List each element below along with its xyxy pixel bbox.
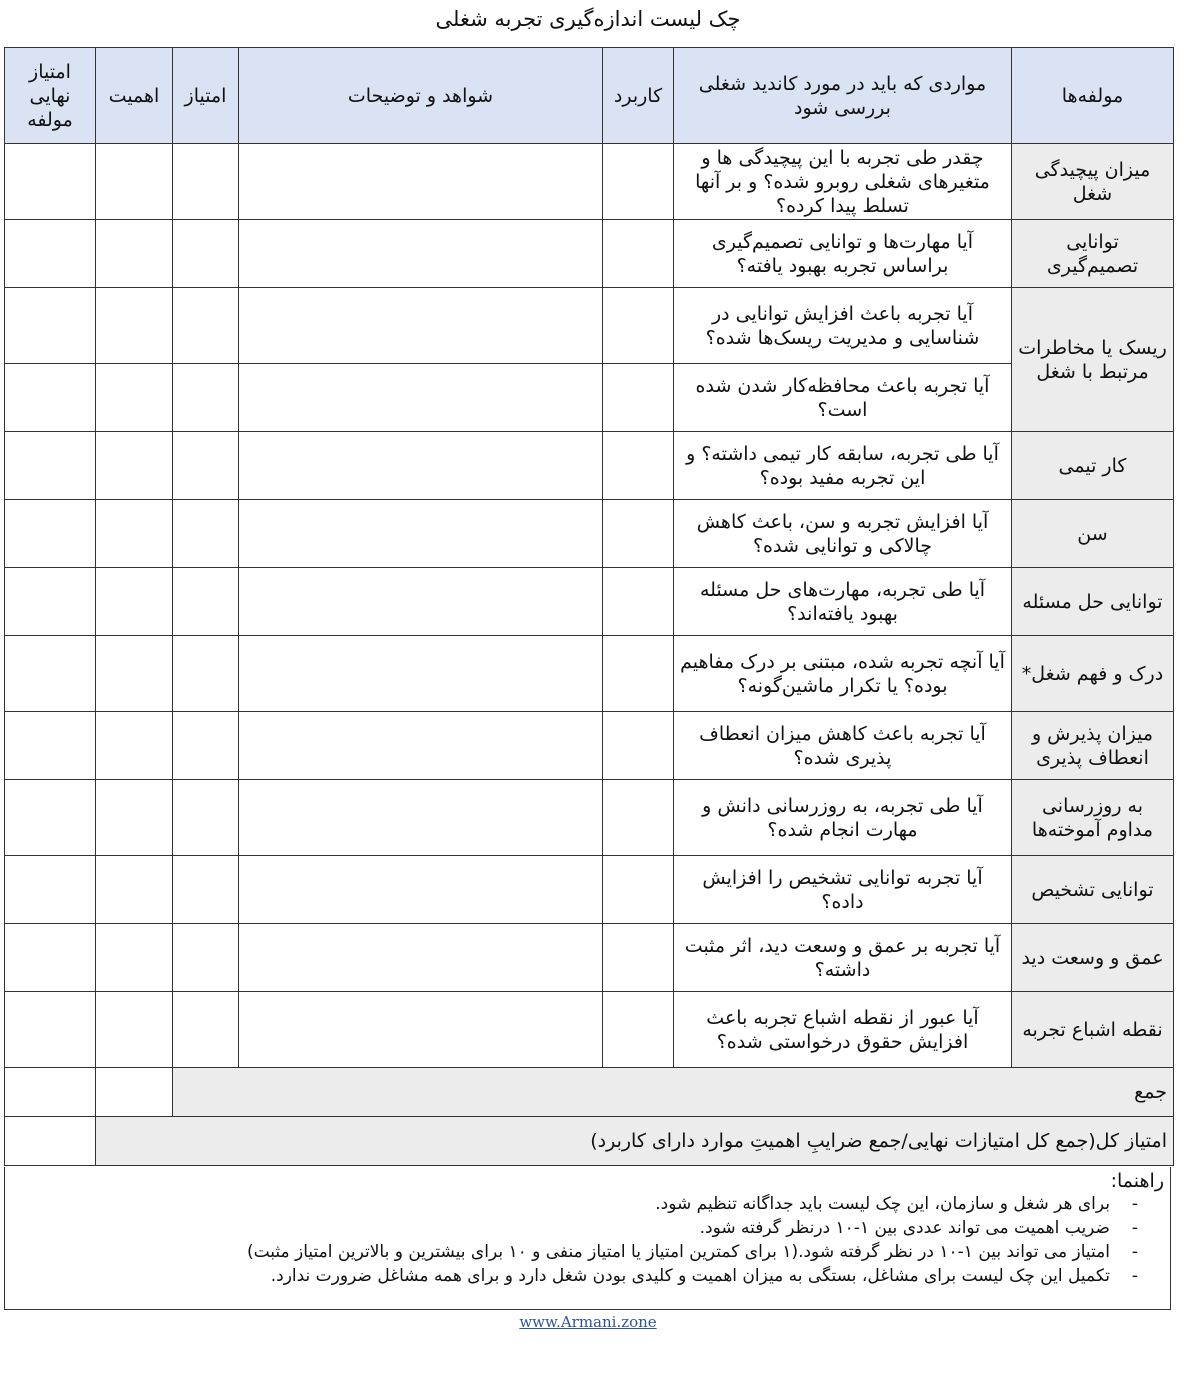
table-row	[5, 568, 1174, 636]
table-header-row	[5, 48, 1174, 144]
evidence-cell[interactable]	[239, 856, 603, 924]
final-score-cell[interactable]	[5, 780, 96, 856]
checklist-table	[4, 47, 1174, 1166]
component-cell: میزان پذیرش و انعطاف پذیری	[1012, 712, 1174, 780]
evidence-cell[interactable]	[239, 712, 603, 780]
final-score-cell[interactable]	[5, 500, 96, 568]
question-cell: چقدر طی تجربه با این پیچیدگی ها و متغیرهای شغلی روبرو شده؟ و بر آنها تسلط پیدا کرده؟	[674, 144, 1012, 220]
final-score-cell[interactable]	[5, 924, 96, 992]
total-score-cell[interactable]	[5, 1117, 96, 1166]
applicable-cell[interactable]	[603, 364, 674, 432]
applicable-cell[interactable]	[603, 288, 674, 364]
applicable-cell[interactable]	[603, 780, 674, 856]
evidence-cell[interactable]	[239, 500, 603, 568]
table-row	[5, 712, 1174, 780]
question-cell: آیا طی تجربه، سابقه کار تیمی داشته؟ و این تجربه مفید بوده؟	[674, 432, 1012, 500]
sum-final-score-cell[interactable]	[5, 1068, 96, 1117]
score-cell[interactable]	[173, 288, 239, 364]
applicable-cell[interactable]	[603, 220, 674, 288]
importance-cell[interactable]	[96, 856, 173, 924]
evidence-cell[interactable]	[239, 288, 603, 364]
importance-cell[interactable]	[96, 432, 173, 500]
question-cell: آیا افزایش تجربه و سن، باعث کاهش چالاکی و توانایی شده؟	[674, 500, 1012, 568]
importance-cell[interactable]	[96, 712, 173, 780]
table-row	[5, 364, 1174, 432]
evidence-cell[interactable]	[239, 220, 603, 288]
guide-item-text: تکمیل این چک لیست برای مشاغل، بستگی به میزان اهمیت و کلیدی بودن شغل دارد و برای همه مشاغل ضرورت ندارد.	[270, 1266, 1110, 1286]
final-score-cell[interactable]	[5, 856, 96, 924]
guide-item	[247, 1264, 1160, 1288]
guide-item-text: امتیاز می تواند بین ۱-۱۰ در نظر گرفته شود.(۱ برای کمترین امتیاز یا امتیاز منفی و ۱۰ برای بیشترین و بالاترین امتیاز مثبت)	[246, 1242, 1110, 1262]
table-row	[5, 220, 1174, 288]
score-cell[interactable]	[173, 144, 239, 220]
score-cell[interactable]	[173, 780, 239, 856]
guide-item	[247, 1192, 1160, 1216]
final-score-cell[interactable]	[5, 992, 96, 1068]
component-cell: کار تیمی	[1012, 432, 1174, 500]
applicable-cell[interactable]	[603, 924, 674, 992]
final-score-cell[interactable]	[5, 364, 96, 432]
score-cell[interactable]	[173, 712, 239, 780]
header-final-score: امتیاز نهایی مولفه	[5, 48, 96, 144]
final-score-cell[interactable]	[5, 712, 96, 780]
final-score-cell[interactable]	[5, 288, 96, 364]
score-cell[interactable]	[173, 432, 239, 500]
table-row	[5, 636, 1174, 712]
evidence-cell[interactable]	[239, 780, 603, 856]
table-row	[5, 856, 1174, 924]
applicable-cell[interactable]	[603, 856, 674, 924]
header-importance: اهمیت	[96, 48, 173, 144]
question-cell: آیا عبور از نقطه اشباع تجربه باعث افزایش حقوق درخواستی شده؟	[674, 992, 1012, 1068]
guide-list	[247, 1192, 1160, 1288]
table-row	[5, 780, 1174, 856]
component-cell: عمق و وسعت دید	[1012, 924, 1174, 992]
table-row	[5, 500, 1174, 568]
page-title: چک لیست اندازه‌گیری تجربه شغلی	[435, 7, 741, 31]
component-cell: توانایی حل مسئله	[1012, 568, 1174, 636]
importance-cell[interactable]	[96, 636, 173, 712]
guide-item-text: برای هر شغل و سازمان، این چک لیست باید جداگانه تنظیم شود.	[655, 1194, 1110, 1214]
evidence-cell[interactable]	[239, 432, 603, 500]
table-row	[5, 432, 1174, 500]
guide-dash: -	[1131, 1194, 1139, 1214]
component-cell: به روزرسانی مداوم آموخته‌ها	[1012, 780, 1174, 856]
importance-cell[interactable]	[96, 924, 173, 992]
score-cell[interactable]	[173, 636, 239, 712]
component-cell: درک و فهم شغل*	[1012, 636, 1174, 712]
guide-item-text: ضریب اهمیت می تواند عددی بین ۱-۱۰ درنظر گرفته شود.	[699, 1218, 1110, 1238]
component-cell: توانایی تصمیم‌گیری	[1012, 220, 1174, 288]
sum-row	[5, 1068, 1174, 1117]
table-row	[5, 288, 1174, 364]
applicable-cell[interactable]	[603, 568, 674, 636]
question-cell: آیا طی تجربه، به روزرسانی دانش و مهارت انجام شده؟	[674, 780, 1012, 856]
importance-cell[interactable]	[96, 220, 173, 288]
component-cell: سن	[1012, 500, 1174, 568]
header-evidence: شواهد و توضیحات	[239, 48, 603, 144]
question-cell: آیا تجربه توانایی تشخیص را افزایش داده؟	[674, 856, 1012, 924]
evidence-cell[interactable]	[239, 364, 603, 432]
evidence-cell[interactable]	[239, 568, 603, 636]
importance-cell[interactable]	[96, 364, 173, 432]
component-cell: توانایی تشخیص	[1012, 856, 1174, 924]
guide-dash: -	[1131, 1242, 1139, 1262]
evidence-cell[interactable]	[239, 636, 603, 712]
guide-dash: -	[1131, 1266, 1139, 1286]
score-cell[interactable]	[173, 500, 239, 568]
sum-label: جمع	[173, 1068, 1174, 1117]
table-row	[5, 144, 1174, 220]
question-cell: آیا تجربه باعث افزایش توانایی در شناسایی و مدیریت ریسک‌ها شده؟	[674, 288, 1012, 364]
applicable-cell[interactable]	[603, 144, 674, 220]
importance-cell[interactable]	[96, 780, 173, 856]
applicable-cell[interactable]	[603, 992, 674, 1068]
applicable-cell[interactable]	[603, 500, 674, 568]
applicable-cell[interactable]	[603, 712, 674, 780]
table-row	[5, 992, 1174, 1068]
header-question: مواردی که باید در مورد کاندید شغلی بررسی شود	[674, 48, 1012, 144]
final-score-cell[interactable]	[5, 220, 96, 288]
component-cell: میزان پیچیدگی شغل	[1012, 144, 1174, 220]
table-row	[5, 924, 1174, 992]
applicable-cell[interactable]	[603, 432, 674, 500]
importance-cell[interactable]	[96, 144, 173, 220]
importance-cell[interactable]	[96, 992, 173, 1068]
score-cell[interactable]	[173, 924, 239, 992]
applicable-cell[interactable]	[603, 636, 674, 712]
importance-cell[interactable]	[96, 500, 173, 568]
guide-dash: -	[1131, 1218, 1139, 1238]
score-cell[interactable]	[173, 568, 239, 636]
question-cell: آیا آنچه تجربه شده، مبتنی بر درک مفاهیم بوده؟ یا تکرار ماشین‌گونه؟	[674, 636, 1012, 712]
final-score-cell[interactable]	[5, 636, 96, 712]
score-cell[interactable]	[173, 364, 239, 432]
score-cell[interactable]	[173, 856, 239, 924]
question-cell: آیا تجربه باعث محافظه‌کار شدن شده است؟	[674, 364, 1012, 432]
guide-title: راهنما:	[1110, 1170, 1164, 1192]
final-score-cell[interactable]	[5, 432, 96, 500]
evidence-cell[interactable]	[239, 144, 603, 220]
component-cell: نقطه اشباع تجربه	[1012, 992, 1174, 1068]
sum-importance-cell[interactable]	[96, 1068, 173, 1117]
importance-cell[interactable]	[96, 568, 173, 636]
score-cell[interactable]	[173, 992, 239, 1068]
footer-website-link[interactable]: www.Armani.zone	[519, 1313, 657, 1331]
question-cell: آیا طی تجربه، مهارت‌های حل مسئله بهبود یافته‌اند؟	[674, 568, 1012, 636]
question-cell: آیا تجربه بر عمق و وسعت دید، اثر مثبت داشته؟	[674, 924, 1012, 992]
guide-box	[4, 1167, 1171, 1310]
final-score-cell[interactable]	[5, 144, 96, 220]
header-score: امتیاز	[173, 48, 239, 144]
question-cell: آیا تجربه باعث کاهش میزان انعطاف پذیری شده؟	[674, 712, 1012, 780]
question-cell: آیا مهارت‌ها و توانایی تصمیم‌گیری براساس تجربه بهبود یافته؟	[674, 220, 1012, 288]
importance-cell[interactable]	[96, 288, 173, 364]
header-applicable: کاربرد	[603, 48, 674, 144]
component-cell: ریسک یا مخاطرات مرتبط با شغل	[1012, 288, 1174, 432]
evidence-cell[interactable]	[239, 924, 603, 992]
guide-item	[247, 1216, 1160, 1240]
total-row	[5, 1117, 1174, 1166]
guide-item	[247, 1240, 1160, 1264]
evidence-cell[interactable]	[239, 992, 603, 1068]
total-label: امتیاز کل(جمع کل امتیازات نهایی/جمع ضرایبِ اهمیتِ موارد دارای کاربرد)	[96, 1117, 1174, 1166]
final-score-cell[interactable]	[5, 568, 96, 636]
header-component: مولفه‌ها	[1012, 48, 1174, 144]
score-cell[interactable]	[173, 220, 239, 288]
